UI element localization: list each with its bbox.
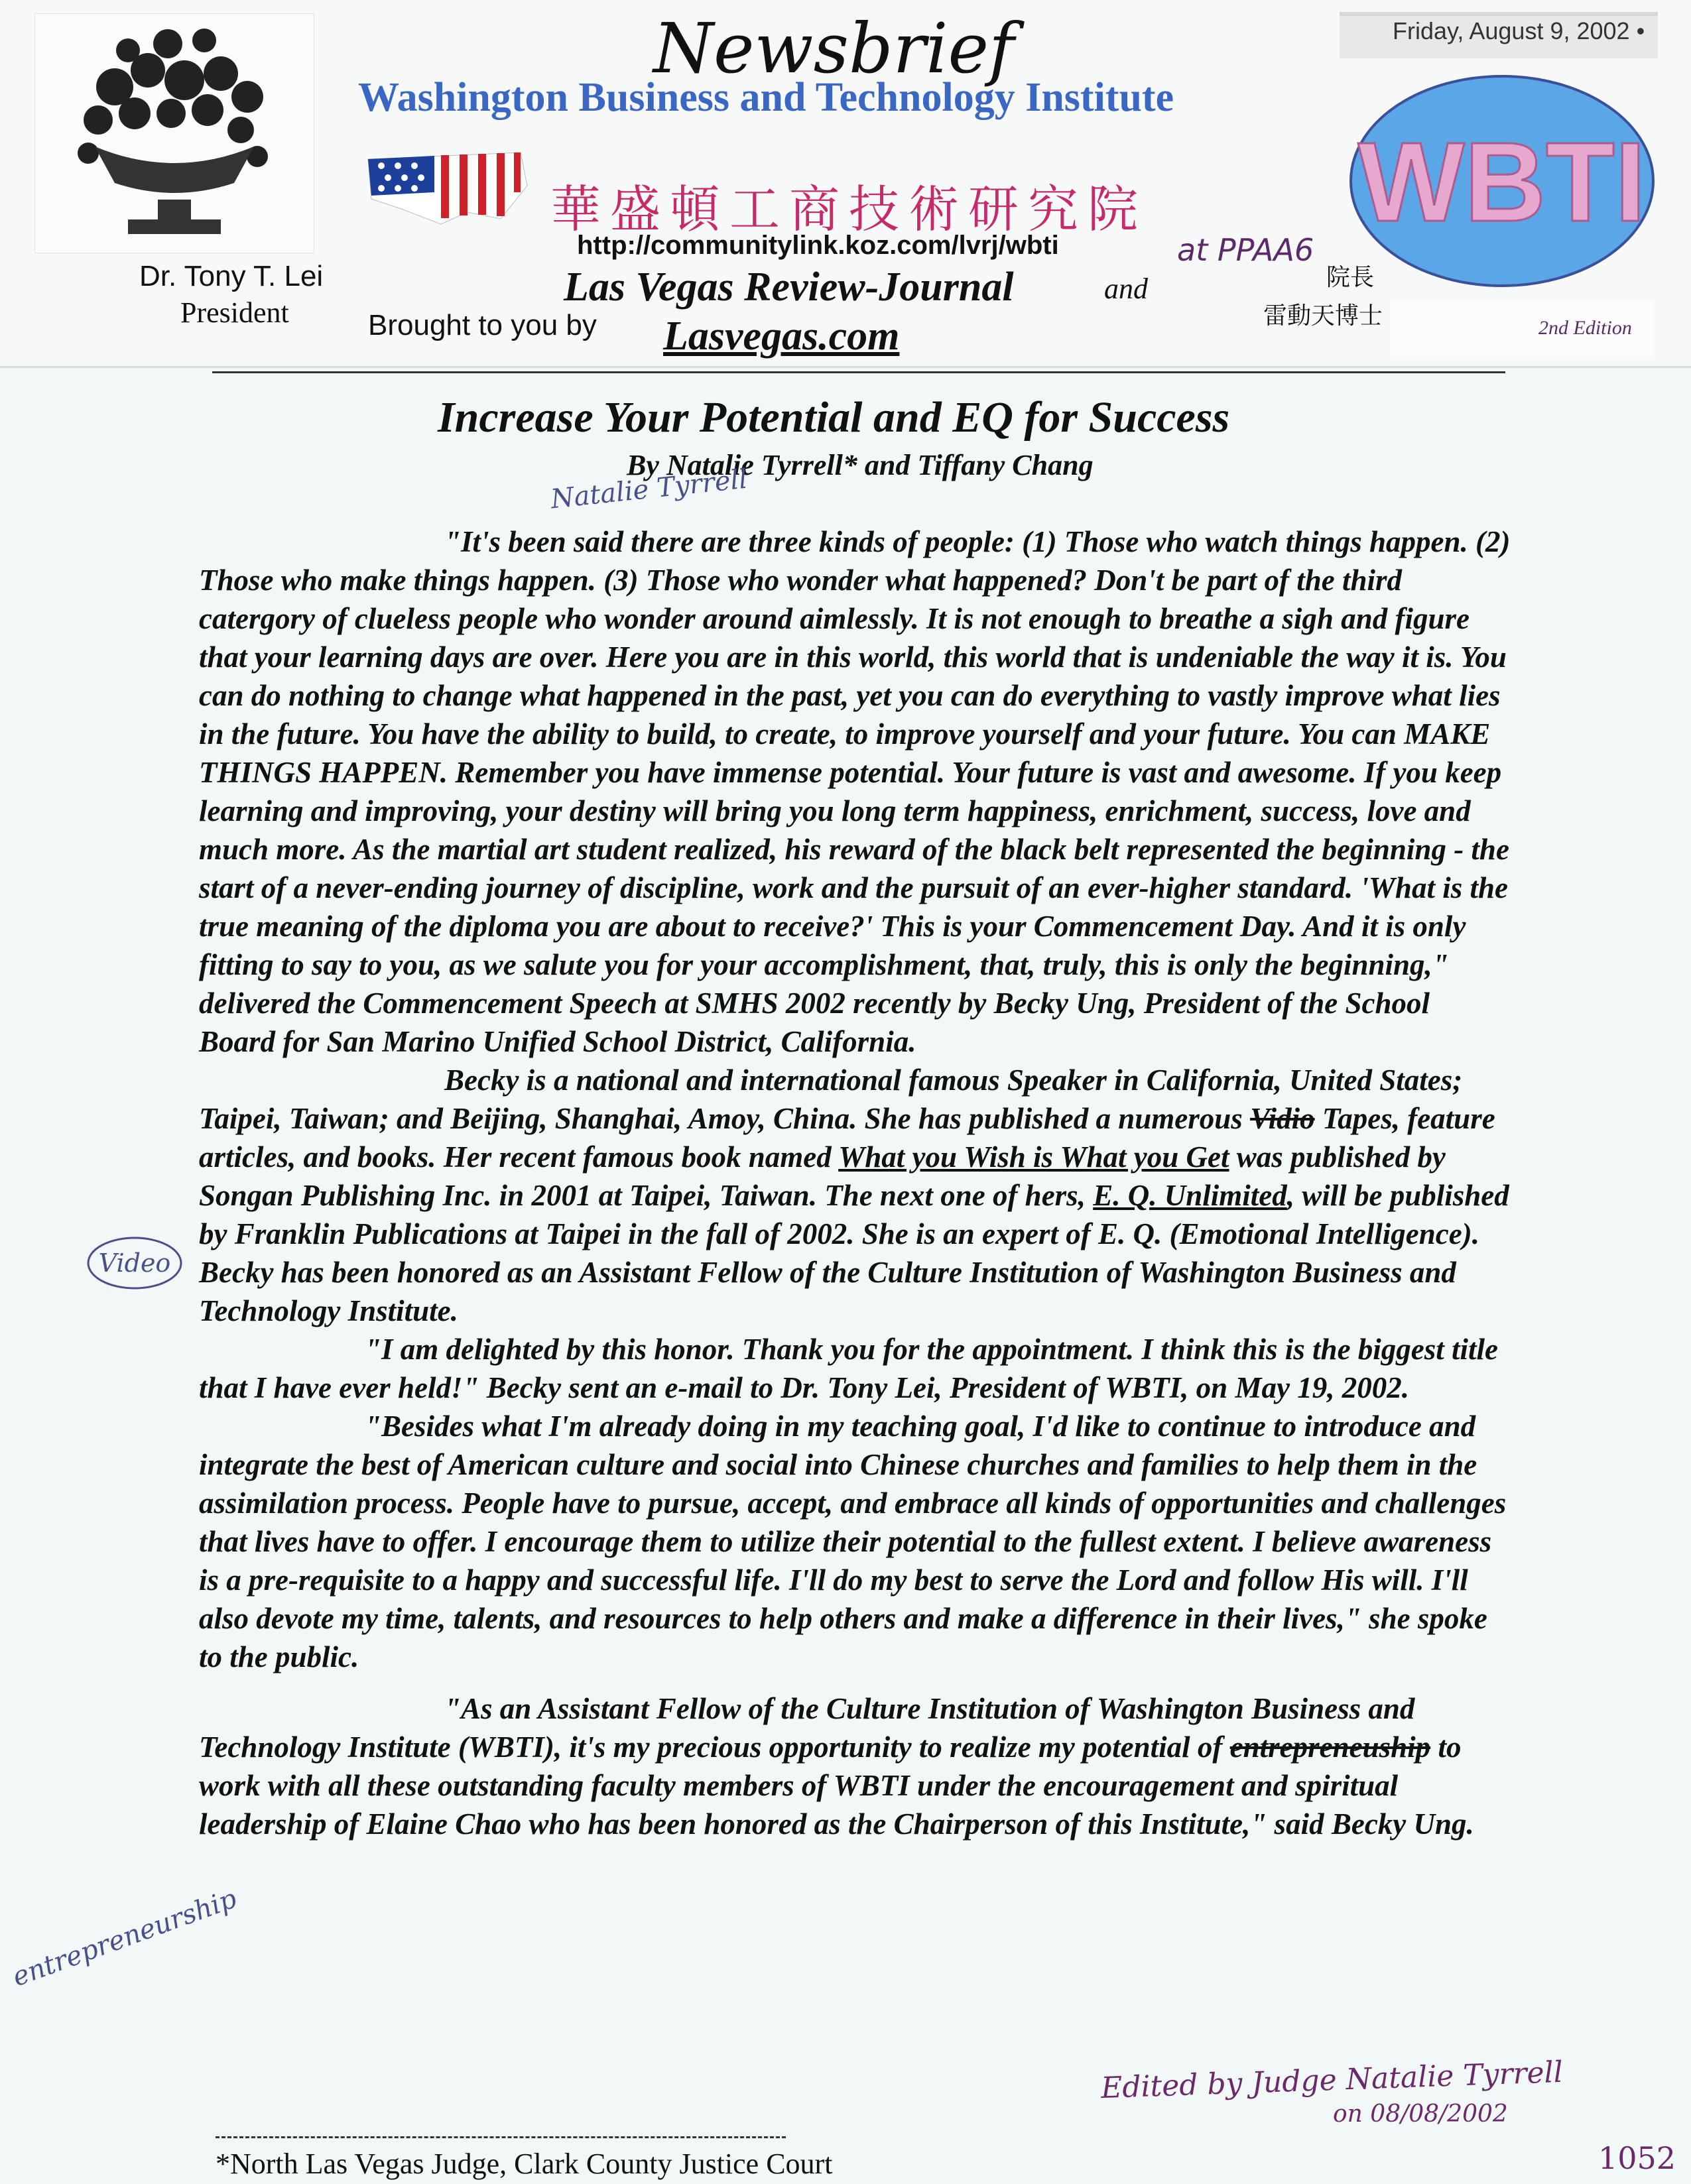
- wbti-logo: [1346, 72, 1658, 290]
- footnote-rule: [216, 2136, 786, 2138]
- p2-text-f: , will be published by Franklin Publications at Taipei in the fall of 2002. She is an expert of E. Q. (Emotional Intelligence). Becky has been honored as an Assistant Fellow of the Culture Institution of Washington Business and Technology Institute.: [199, 1179, 1509, 1327]
- masthead: Newsbrief: [653, 8, 1015, 89]
- p2-strikethrough-vidio: Vidio: [1250, 1102, 1315, 1135]
- article-title: Increase Your Potential and EQ for Success: [438, 393, 1230, 442]
- fruit-urn-icon: [35, 14, 314, 253]
- p5-text-a: "As an Assistant Fellow of the Culture Institution of Washington Business and Technology Institute (WBTI), it's my precious opportunity to realize my potential of: [199, 1692, 1415, 1764]
- article-body: [199, 522, 1512, 1843]
- chinese-title-2: 雷動天博士: [1263, 302, 1383, 330]
- paragraph-3: "I am delighted by this honor. Thank you for the appointment. I think this is the biggest title that I have ever held!" Becky sent an e-mail to Dr. Tony Lei, President of WBTI, on May 19, 2002.: [199, 1333, 1499, 1404]
- p2-text-e: was published by Songan Publishing Inc. in 2001 at Taipei, Taiwan. The next one of hers,: [199, 1140, 1446, 1212]
- edited-by-note: Edited by Judge Natalie Tyrrell: [1100, 2055, 1564, 2106]
- p2-text-a: Becky is a national and international famous Speaker in California, United States; Taipei, Taiwan; and Beijing, Shanghai, Amoy, China. She has published: [199, 1063, 1463, 1135]
- urn-logo: [34, 13, 314, 253]
- header-rule: [212, 371, 1505, 373]
- paragraph-5: [199, 1689, 1512, 1843]
- footnote: *North Las Vegas Judge, Clark County Justice Court: [216, 2148, 833, 2180]
- lasvegas-site[interactable]: Lasvegas.com: [663, 314, 900, 359]
- newspaper-name: Las Vegas Review-Journal: [564, 265, 1014, 310]
- video-annotation-text: Video: [98, 1248, 171, 1278]
- us-flag-map-icon: [361, 146, 534, 225]
- entrepreneurship-annotation: entrepreneurship: [8, 1883, 241, 1993]
- issue-date: Friday, August 9, 2002 •: [1393, 17, 1645, 44]
- chinese-title-1: 院長: [1326, 264, 1375, 291]
- institute-name: Washington Business and Technology Institute: [358, 75, 1174, 120]
- book-title-1: What you Wish is What you Get: [838, 1140, 1229, 1174]
- p2-text-b: a numerous: [1096, 1102, 1243, 1135]
- institute-chinese-name: 華盛頓工商技術研究院: [550, 180, 1147, 239]
- page-number: 1052: [1598, 2140, 1676, 2176]
- brought-to-you-by: Brought to you by: [368, 309, 597, 341]
- edition-note: 2nd Edition: [1538, 317, 1632, 339]
- president-title: President: [180, 296, 289, 329]
- website-url[interactable]: http://communitylink.koz.com/lvrj/wbti: [577, 231, 1059, 260]
- edited-date-note: on 08/08/2002: [1333, 2100, 1508, 2128]
- article-byline: By Natalie Tyrrell* and Tiffany Chang: [627, 449, 1094, 481]
- president-name: Dr. Tony T. Lei: [139, 260, 324, 292]
- video-annotation: [85, 1233, 184, 1293]
- handwritten-signature: Natalie Tyrrell: [549, 463, 749, 515]
- handnote-ppaa: at PPAA6: [1177, 232, 1314, 268]
- book-title-2: E. Q. Unlimited: [1093, 1179, 1287, 1212]
- fold-line: [0, 366, 1691, 368]
- p2-text-d: Tapes, feature articles, and books. Her recent famous book named: [199, 1102, 1495, 1174]
- wbti-logo-text: WBTI: [1357, 119, 1647, 245]
- p5-text-b: to work with all these outstanding faculty members of WBTI under the encouragement and spiritual leadership of Elaine Chao who has been honored as the Chairperson of this Institute," said Becky Ung.: [199, 1730, 1474, 1841]
- p5-strikethrough: entrepreneuship: [1229, 1730, 1431, 1764]
- paragraph-1: "It's been said there are three kinds of people: (1) Those who watch things happen. (2) Those who make things happen. (3) Those who wonder what happened? Don't be part of the third catergory of clueless people who wonder around aimlessly. It is not enough to breathe a sigh and figure that your learning days are over. Here you are in this world, this world that is undeniable the way it is. You can do nothing to change what happened in the past, yet you can do everything to vastly improve what lies in the future. You have the ability to build, to create, to improve yourself and your future. You can MAKE THINGS HAPPEN. Remember you have immense potential. Your future is vast and awesome. If you keep learning and improving, your destiny will bring you long term happiness, enrichment, success, love and much more. As the martial art student realized, his reward of the black belt represented the beginning - the start of a never-ending journey of discipline, work and the pursuit of an ever-higher standard. 'What is the true meaning of the diploma you are about to receive?' This is your Commencement Day. And it is only fitting to say to you, as we salute you for your accomplishment, that, truly, this is only the beginning," delivered the Commencement Speech at SMHS 2002 recently by Becky Ung, President of the School Board for San Marino Unified School District, California.: [199, 525, 1511, 1058]
- and-word: and: [1104, 273, 1148, 305]
- paragraph-4: "Besides what I'm already doing in my teaching goal, I'd like to continue to introduce and integrate the best of American culture and social into Chinese churches and families to help them in the assimilation process. People have to pursue, accept, and embrace all kinds of opportunities and challenges that lives have to offer. I encourage them to utilize their potential to the fullest extent. I believe awareness is a pre-requisite to a happy and successful life. I'll do my best to serve the Lord and follow His will. I'll also devote my time, talents, and resources to help others and make a difference in their lives," she spoke to the public.: [199, 1410, 1507, 1673]
- paragraph-2: [199, 1061, 1512, 1330]
